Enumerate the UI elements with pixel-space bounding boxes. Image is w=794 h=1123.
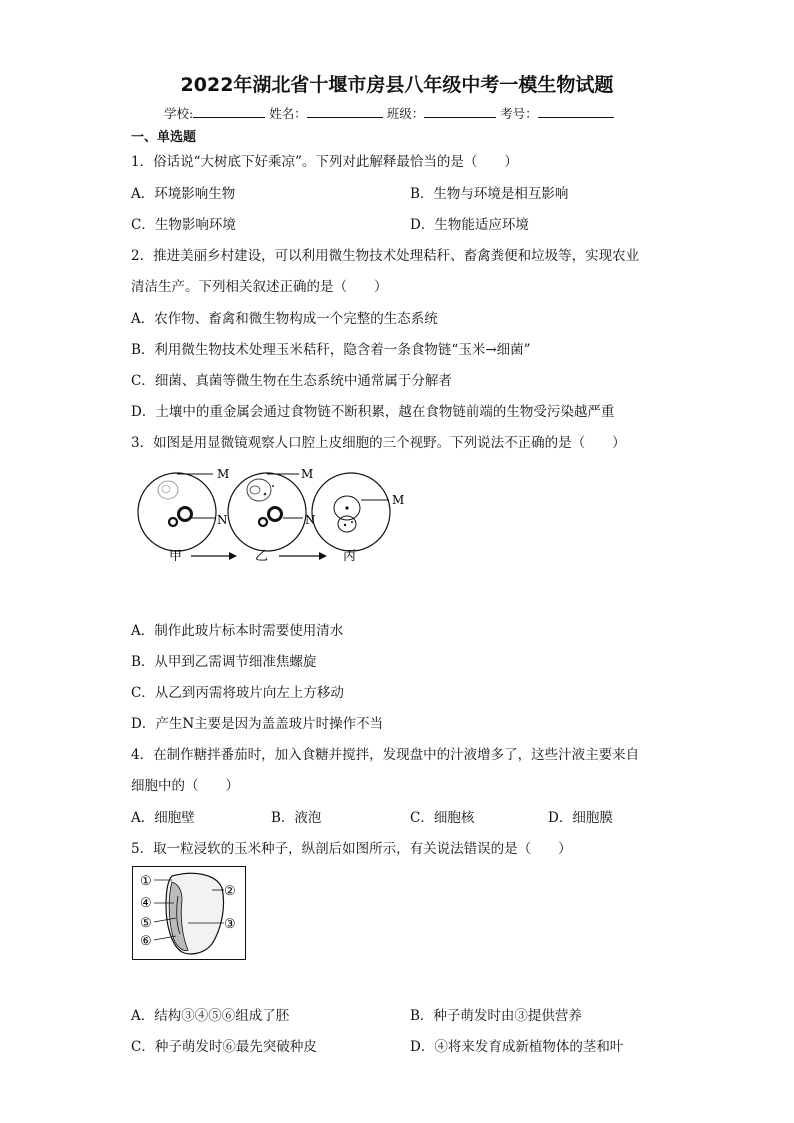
q2-option-a[interactable]: A．农作物、畜禽和微生物构成一个完整的生态系统 — [131, 311, 438, 327]
class-label: 班级： — [386, 106, 425, 121]
seed-label-3: ③ — [224, 917, 236, 932]
q1-stem: 1．俗话说“大树底下好乘凉”。下列对此解释最恰当的是（ ） — [131, 154, 518, 170]
label-n-1: N — [217, 513, 228, 527]
seed-label-1: ① — [140, 874, 152, 889]
field-jia-circle — [138, 473, 216, 551]
field-jia-cell-icon — [158, 481, 178, 499]
label-m-3: M — [392, 493, 405, 507]
field-yi-circle — [228, 473, 306, 551]
section-heading: 一、单选题 — [131, 130, 197, 145]
q4-option-c[interactable]: C．细胞核 — [410, 810, 475, 826]
q4-stem-line2: 细胞中的（ ） — [131, 778, 239, 794]
field-bing-circle — [312, 473, 390, 551]
name-label: 姓名： — [269, 106, 307, 121]
q1-option-c[interactable]: C．生物影响环境 — [131, 217, 236, 233]
page-title: 2022年湖北省十堰市房县八年级中考一模生物试题 — [180, 74, 614, 96]
seed-label-2: ② — [224, 884, 236, 899]
student-info-line — [164, 104, 614, 122]
q5-option-b[interactable]: B．种子萌发时由③提供营养 — [410, 1008, 582, 1024]
seed-label-5: ⑤ — [140, 916, 152, 931]
corn-seed-figure — [132, 866, 246, 960]
q3-stem: 3．如图是用显微镜观察人口腔上皮细胞的三个视野。下列说法不正确的是（ ） — [131, 435, 626, 451]
q1-option-d[interactable]: D．生物能适应环境 — [410, 217, 529, 233]
seed-label-4: ④ — [140, 896, 152, 911]
field-jia-bubble-icon — [179, 508, 192, 521]
school-label: 学校: — [164, 106, 194, 121]
caption-jia: 甲 — [169, 549, 183, 564]
q5-option-a[interactable]: A．结构③④⑤⑥组成了胚 — [131, 1008, 290, 1024]
seed-label-6: ⑥ — [140, 934, 152, 949]
q5-stem: 5．取一粒浸软的玉米种子，纵剖后如图所示，有关说法错误的是（ ） — [131, 841, 572, 857]
q2-option-d[interactable]: D．土壤中的重金属会通过食物链不断积累，越在食物链前端的生物受污染越严重 — [131, 404, 615, 420]
q2-stem-line1: 2．推进美丽乡村建设，可以利用微生物技术处理秸秆、畜禽粪便和垃圾等，实现农业 — [131, 248, 640, 264]
q4-option-d[interactable]: D．细胞膜 — [548, 810, 613, 826]
school-field[interactable] — [193, 105, 265, 118]
q1-option-b[interactable]: B．生物与环境是相互影响 — [410, 186, 569, 202]
q5-option-c[interactable]: C．种子萌发时⑥最先突破种皮 — [131, 1039, 317, 1055]
q3-option-a[interactable]: A．制作此玻片标本时需要使用清水 — [131, 623, 344, 639]
field-yi-cell-icon — [247, 479, 271, 501]
q2-option-b[interactable]: B．利用微生物技术处理玉米秸秆，隐含着一条食物链“玉米→细菌” — [131, 342, 531, 358]
q5-option-d[interactable]: D．④将来发育成新植物体的茎和叶 — [410, 1039, 624, 1055]
q3-option-c[interactable]: C．从乙到丙需将玻片向左上方移动 — [131, 685, 344, 701]
caption-bing: 丙 — [343, 549, 357, 564]
field-yi-bubble-icon — [269, 508, 282, 521]
label-m-1: M — [217, 467, 230, 481]
q4-stem-line1: 4．在制作糖拌番茄时，加入食糖并搅拌，发现盘中的汁液增多了，这些汁液主要来自 — [131, 747, 640, 763]
caption-yi: 乙 — [255, 549, 269, 564]
class-field[interactable] — [424, 105, 496, 118]
exam-no-label: 考号： — [500, 106, 538, 121]
microscope-fields-figure — [133, 462, 413, 574]
name-field[interactable] — [307, 105, 383, 118]
q3-option-d[interactable]: D．产生N主要是因为盖盖玻片时操作不当 — [131, 716, 384, 732]
q2-stem-line2: 清洁生产。下列相关叙述正确的是（ ） — [131, 279, 388, 295]
q4-option-a[interactable]: A．细胞壁 — [131, 810, 195, 826]
q1-option-a[interactable]: A．环境影响生物 — [131, 186, 236, 202]
exam-no-field[interactable] — [538, 105, 614, 118]
label-n-2: N — [305, 513, 316, 527]
label-m-2: M — [301, 467, 314, 481]
q2-option-c[interactable]: C．细菌、真菌等微生物在生态系统中通常属于分解者 — [131, 373, 452, 389]
q3-option-b[interactable]: B．从甲到乙需调节细准焦螺旋 — [131, 654, 317, 670]
q4-option-b[interactable]: B．液泡 — [271, 810, 322, 826]
